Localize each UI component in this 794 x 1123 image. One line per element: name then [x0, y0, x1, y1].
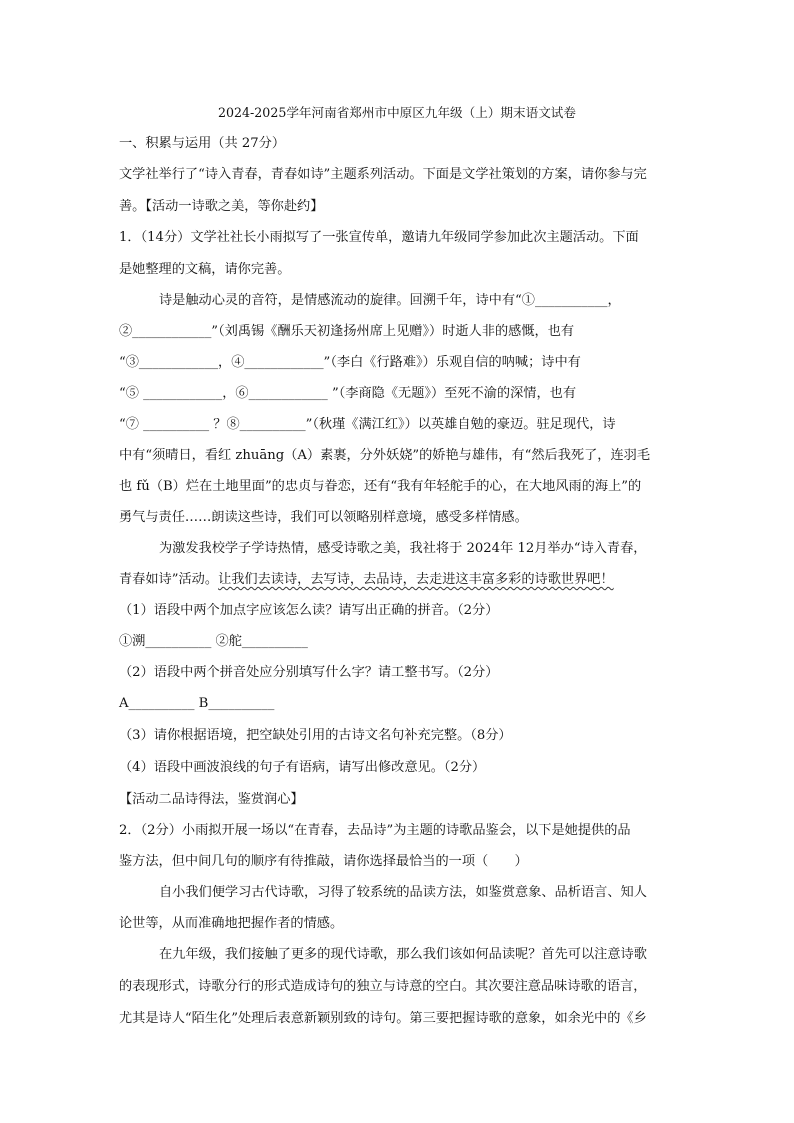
activity-heading: 【活动二品诗得法，鉴赏润心】 — [119, 792, 304, 807]
passage-line: 中有“须晴日，看红 zhuāng（A）素裹，分外妖娆”的娇艳与雄伟，有“然后我死了，连羽毛 — [119, 448, 651, 463]
sub-question-3: （3）请你根据语境，把空缺处引用的古诗文名句补充完整。（8分） — [119, 728, 512, 743]
passage-line: 勇气与责任……朗读这些诗，我们可以领略别样意境，感受多样情感。 — [119, 510, 528, 525]
passage-line: ②____________”（刘禹锡《酬乐天初逢扬州席上见赠》）时逝人非的感慨，也有 — [119, 324, 575, 339]
answer-blanks: ①溯__________ ②舵__________ — [119, 634, 308, 649]
intro-line: 善。【活动一诗歌之美，等你赴约】 — [119, 199, 324, 214]
page-title: 2024-2025学年河南省郑州市中原区九年级（上）期末语文试卷 — [217, 105, 576, 120]
paragraph-line: 论世等，从而准确地把握作者的情感。 — [119, 916, 344, 931]
passage-line: “③____________，④____________”（李白《行路难》）乐观自信的呐喊；诗中有 — [119, 355, 581, 370]
wavy-underlined-sentence: 让我们去读诗，去写诗，去品诗，去走进这丰富多彩的诗歌世界吧！ — [218, 572, 614, 587]
sub-question-1: （1）语段中两个加点字应该怎么读？请写出正确的拼音。（2分） — [119, 603, 499, 618]
question-1: 1．（14分）文学社社长小雨拟写了一张宣传单，邀请九年级同学参加此次主题活动。下面 — [119, 230, 639, 245]
passage-text: 青春如诗”活动。 — [119, 572, 219, 587]
question-1: 是她整理的文稿，请你完善。 — [119, 262, 291, 277]
question-2: 2．（2分）小雨拟开展一场以“在青春，去品诗”为主题的诗歌品鉴会，以下是她提供的品 — [119, 823, 631, 838]
sub-question-4: （4）语段中画波浪线的句子有语病，请写出修改意见。（2分） — [119, 760, 486, 775]
paragraph-line: 自小我们便学习古代诗歌，习得了较系统的品读方法，如鉴赏意象、品析语言、知人 — [159, 885, 647, 900]
passage-line — [119, 570, 614, 590]
section-heading: 一、积累与运用（共 27分） — [119, 136, 286, 151]
paragraph-line: 的表现形式，诗歌分行的形式造成诗句的独立与诗意的空白。其次要注意品味诗歌的语言， — [119, 979, 647, 994]
question-2: 鉴方法，但中间几句的顺序有待推敲，请你选择最恰当的一项（ ） — [119, 854, 528, 869]
answer-blanks: A__________ B__________ — [119, 696, 275, 711]
passage-line: 也 fǔ（B）烂在土地里面”的忠贞与眷恋，还有“我有年轻舵手的心，在大地风雨的海上”的 — [119, 479, 642, 494]
sub-question-2: （2）语段中两个拼音处应分别填写什么字？请工整书写。（2分） — [119, 665, 499, 680]
passage-line: “⑤ ____________，⑥____________ ”（李商隐《无题》）至死不渝的深情，也有 — [119, 386, 577, 401]
passage-line: “⑦ __________ ？⑧__________”（秋瑾《满江红》）以英雄自勉的豪迈。驻足现代，诗 — [119, 417, 616, 432]
paragraph-line: 在九年级，我们接触了更多的现代诗歌，那么我们该如何品读呢？首先可以注意诗歌 — [159, 947, 647, 962]
intro-line: 文学社举行了“诗入青春，青春如诗”主题系列活动。下面是文学社策划的方案，请你参与完 — [119, 167, 647, 182]
passage-line: 为激发我校学子学诗热情，感受诗歌之美，我社将于 2024年 12月举办“诗入青春， — [159, 541, 647, 556]
paragraph-line: 尤其是诗人“陌生化”处理后表意新颖别致的诗句。第三要把握诗歌的意象，如余光中的《乡 — [119, 1011, 647, 1026]
passage-line: 诗是触动心灵的音符，是情感流动的旋律。回溯千年，诗中有“①___________， — [159, 293, 621, 308]
